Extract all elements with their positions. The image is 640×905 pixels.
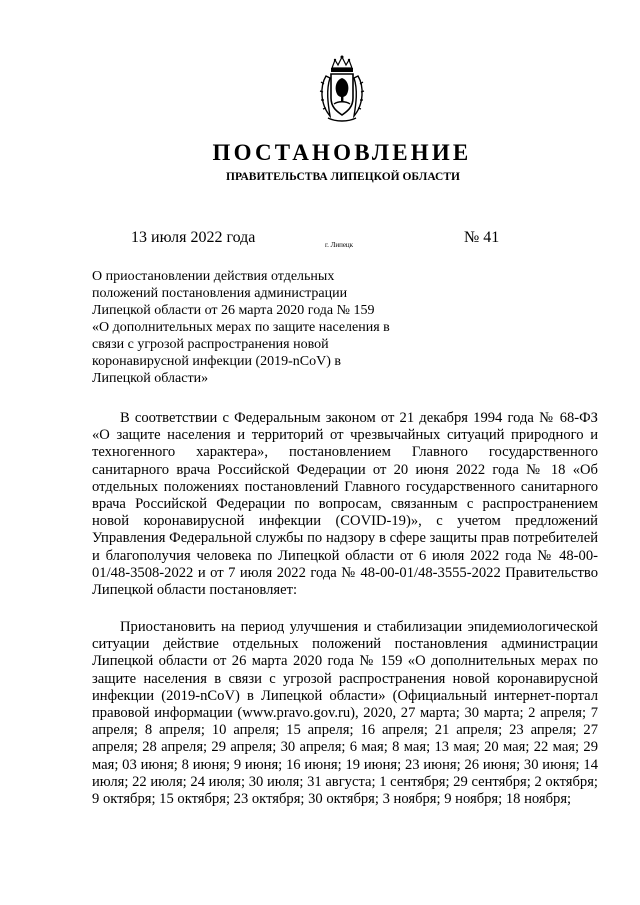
heading-line: положений постановления администрации — [92, 286, 348, 301]
heading-line: коронавирусной инфекции (2019-nCoV) в — [92, 354, 342, 369]
document-city: г. Липецк — [325, 241, 354, 249]
heading-line: О приостановлении действия отдельных — [92, 269, 335, 284]
heading-line: связи с угрозой распространения новой — [92, 337, 329, 352]
document-issuer: ПРАВИТЕЛЬСТВА ЛИПЕЦКОЙ ОБЛАСТИ — [226, 171, 460, 183]
heading-line: «О дополнительных мерах по защите населения в — [92, 320, 390, 335]
heading-line: Липецкой области» — [92, 371, 209, 386]
document-date: 13 июля 2022 года — [131, 229, 256, 246]
document-title: ПОСТАНОВЛЕНИЕ — [212, 140, 472, 165]
document-number: № 41 — [464, 229, 500, 246]
document-heading — [92, 268, 422, 387]
heading-line: Липецкой области от 26 марта 2020 года № 159 — [92, 303, 375, 318]
resolution-paragraph: Приостановить на период улучшения и стабилизации эпидемиологической ситуации действие отдельных положений постановления администрации Липецкой области от 26 марта 2020 года № 159 «О дополнительных мерах по защите населения в связи с угрозой распространения новой коронавирусной инфекции (2019-nCoV) в Липецкой области» (Официальный интернет-портал правовой информации (www.pravo.gov.ru), 2020, 27 марта; 30 марта; 2 апреля; 7 апреля; 8 апреля; 10 апреля; 15 апреля; 16 апреля; 21 апреля; 23 апреля; 27 апреля; 28 апреля; 29 апреля; 30 апреля; 6 мая; 8 мая; 13 мая; 20 мая; 22 мая; 29 мая; 03 июня; 8 июня; 9 июня; 16 июня; 19 июня; 23 июня; 26 июня; 30 июня; 14 июля; 22 июля; 24 июля; 30 июля; 31 августа; 1 сентября; 29 сентября; 2 октября; 9 октября; 15 октября; 23 октября; 30 октября; 3 ноября; 9 ноября; 18 ноября; — [92, 619, 598, 808]
preamble-paragraph: В соответствии с Федеральным законом от 21 декабря 1994 года № 68-ФЗ «О защите населения и территорий от чрезвычайных ситуаций природного и техногенного характера», постановлением Главного государственного санитарного врача Российской Федерации от 20 июня 2022 года № 18 «Об отдельных положениях постановлений Главного государственного санитарного врача Российской Федерации по вопросам, связанным с распространением новой коронавирусной инфекции (COVID-19)», с учетом предложений Управления Федеральной службы по надзору в сфере защиты прав потребителей и благополучия человека по Липецкой области от 6 июля 2022 года № 48-00-01/48-3508-2022 и от 7 июля 2022 года № 48-00-01/48-3555-2022 Правительство Липецкой области постановляет: — [92, 410, 598, 599]
coat-of-arms-icon — [318, 54, 366, 124]
